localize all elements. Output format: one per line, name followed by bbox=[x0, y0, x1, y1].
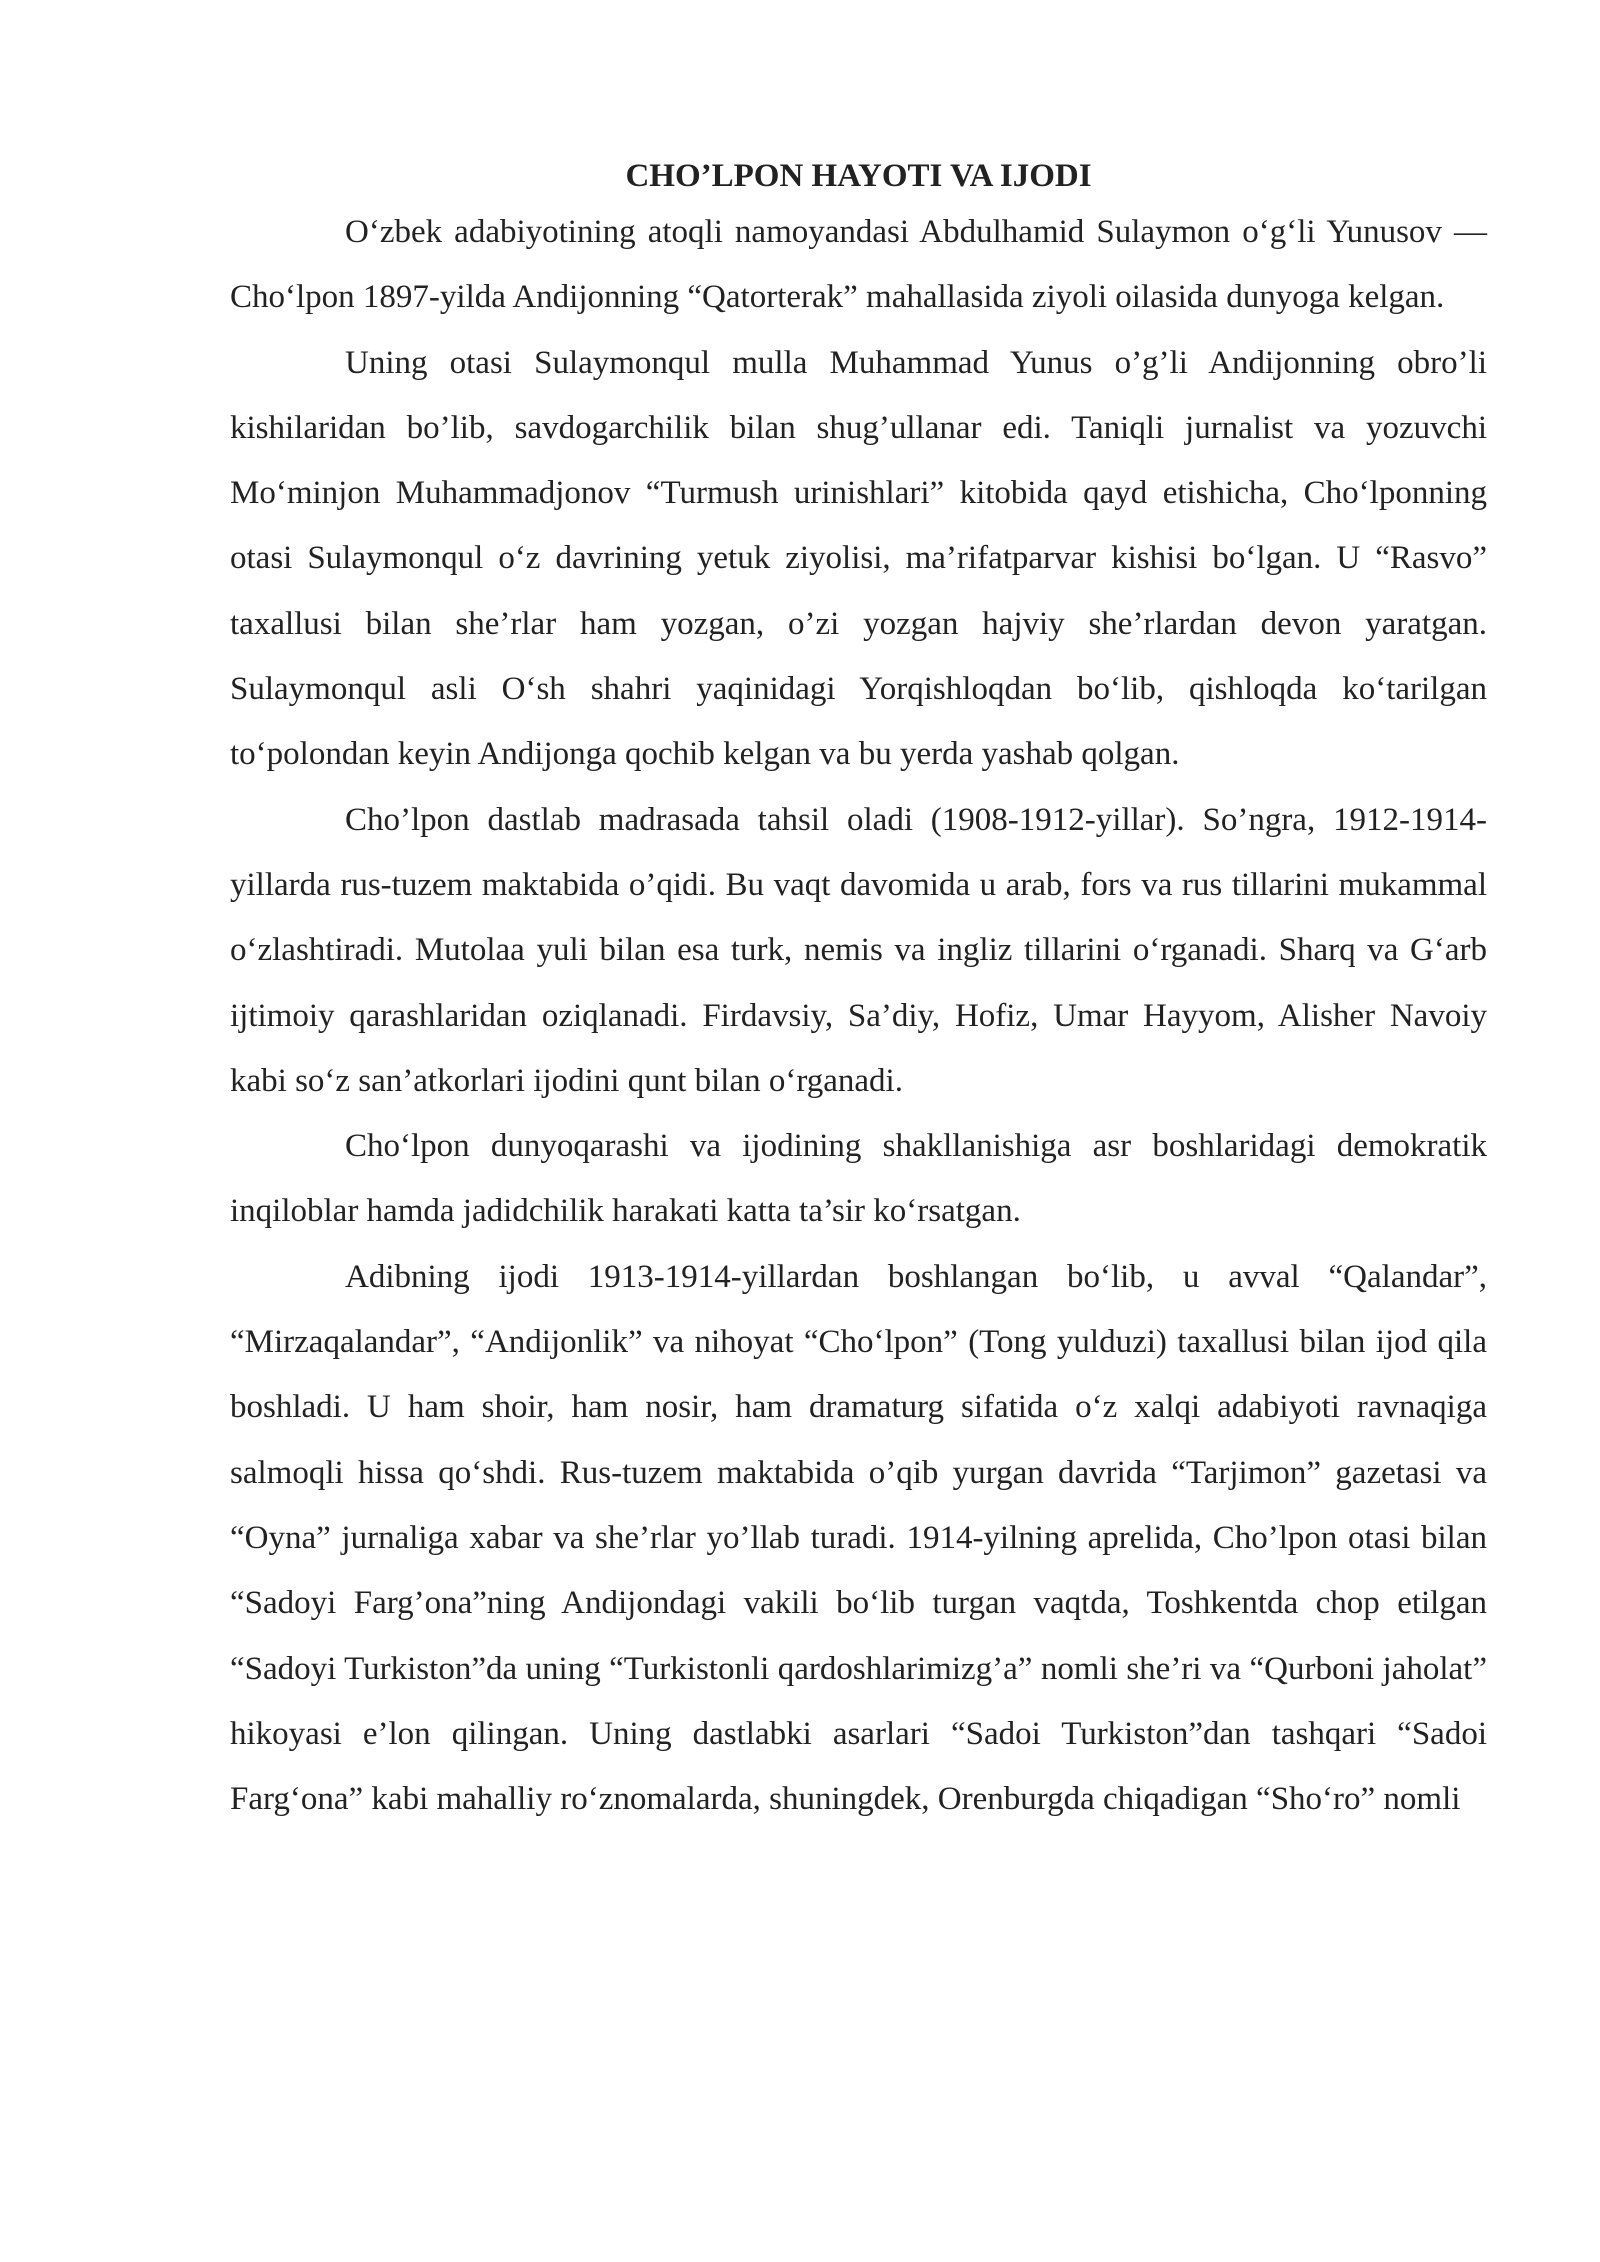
paragraph-4: Cho‘lpon dunyoqarashi va ijodining shakllanishiga asr boshlaridagi demokratik inqiloblar hamda jadidchilik harakati katta ta’sir ko‘rsatgan. bbox=[230, 1128, 1487, 1230]
paragraph-1: O‘zbek adabiyotining atoqli namoyandasi Abdulhamid Sulaymon o‘g‘li Yunusov — Cho‘lpon 1897-yilda Andijonning “Qatorterak” mahallasida ziyoli oilasida dunyoga kelgan. bbox=[230, 214, 1487, 316]
document-title: CHO’LPON HAYOTI VA IJODI bbox=[625, 158, 1092, 194]
paragraph-5: Adibning ijodi 1913-1914-yillardan boshlangan bo‘lib, u avval “Qalandar”, “Mirzaqalandar”, “Andijonlik” va nihoyat “Cho‘lpon” (Tong yulduzi) taxallusi bilan ijod qila boshladi. U ham shoir, ham nosir, ham dramaturg sifatida o‘z xalqi adabiyoti ravnaqiga salmoqli hissa qo‘shdi. Rus-tuzem maktabida o’qib yurgan davrida “Tarjimon” gazetasi va “Oyna” jurnaliga xabar va she’rlar yo’llab turadi. 1914-yilning aprelida, Cho’lpon otasi bilan “Sadoyi Farg’ona”ning Andijondagi vakili bo‘lib turgan vaqtda, Toshkentda chop etilgan “Sadoyi Turkiston”da uning “Turkistonli qardoshlarimizg’a” nomli she’ri va “Qurboni jaholat” hikoyasi e’lon qilingan. Uning dastlabki asarlari “Sadoi Turkiston”dan tashqari “Sadoi Farg‘ona” kabi mahalliy ro‘znomalarda, shuningdek, Orenburgda chiqadigan “Sho‘ro” nomli bbox=[230, 1258, 1487, 1818]
paragraph-2: Uning otasi Sulaymonqul mulla Muhammad Yunus o’g’li Andijonning obro’li kishilaridan bo’lib, savdogarchilik bilan shug’ullanar edi. Taniqli jurnalist va yozuvchi Mo‘minjon Muhammadjonov “Turmush urinishlari” kitobida qayd etishicha, Cho‘lponning otasi Sulaymonqul o‘z davrining yetuk ziyolisi, ma’rifatparvar kishisi bo‘lgan. U “Rasvo” taxallusi bilan she’rlar ham yozgan, o’zi yozgan hajviy she’rlardan devon yaratgan. Sulaymonqul asli O‘sh shahri yaqinidagi Yorqishloqdan bo‘lib, qishloqda ko‘tarilgan to‘polondan keyin Andijonga qochib kelgan va bu yerda yashab qolgan. bbox=[230, 344, 1487, 773]
document-page bbox=[230, 152, 1487, 1832]
paragraph-3: Cho’lpon dastlab madrasada tahsil oladi (1908-1912-yillar). So’ngra, 1912-1914-yillarda rus-tuzem maktabida o’qidi. Bu vaqt davomida u arab, fors va rus tillarini mukammal o‘zlashtiradi. Mutolaa yuli bilan esa turk, nemis va ingliz tillarini o‘rganadi. Sharq va G‘arb ijtimoiy qarashlaridan oziqlanadi. Firdavsiy, Sa’diy, Hofiz, Umar Hayyom, Alisher Navoiy kabi so‘z san’atkorlari ijodini qunt bilan o‘rganadi. bbox=[230, 801, 1487, 1099]
